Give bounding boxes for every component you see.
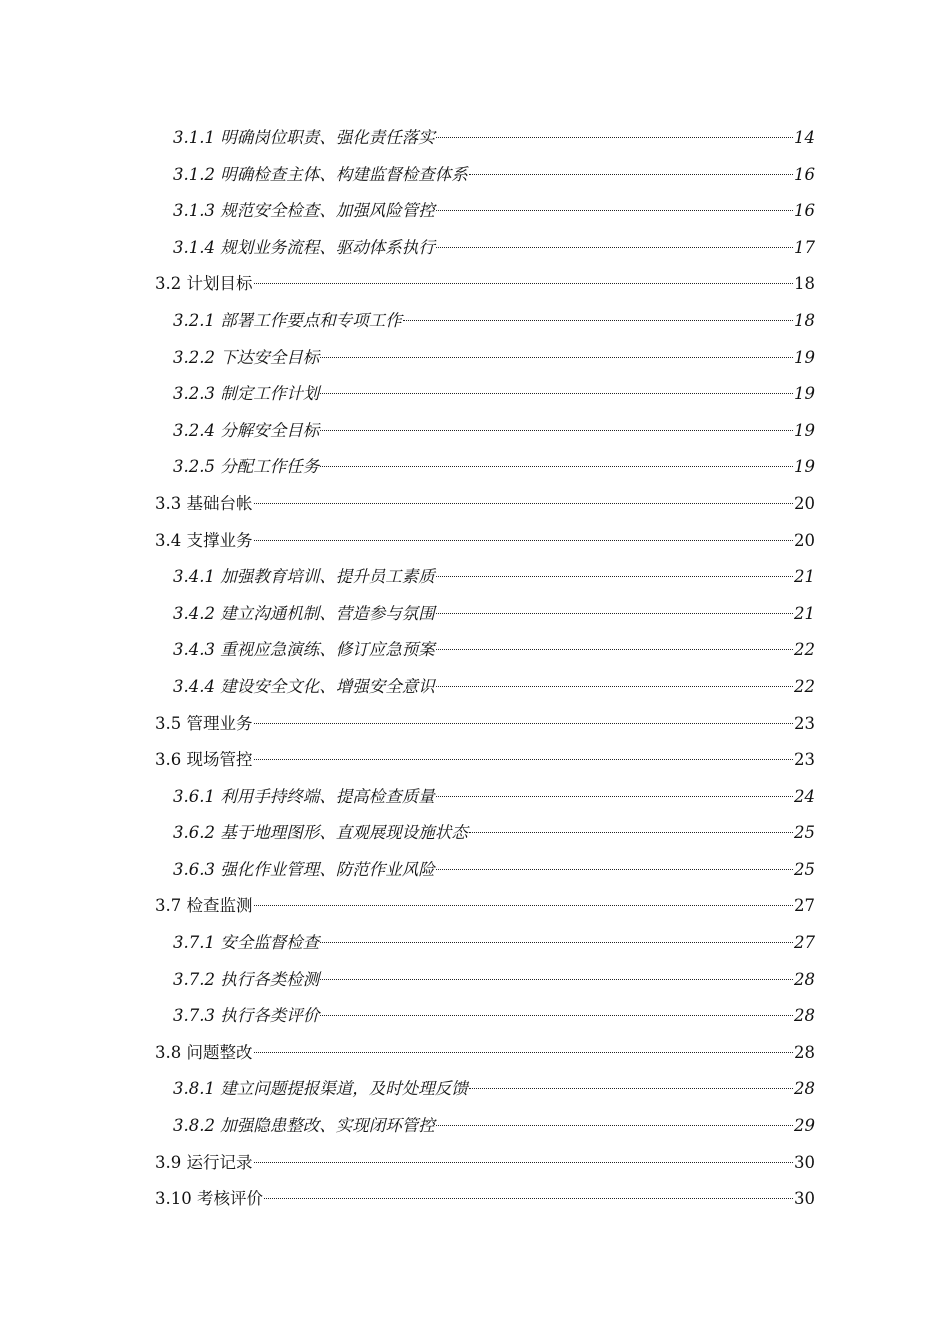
toc-entry-title: 3.2.2 下达安全目标 <box>173 347 320 367</box>
toc-entry[interactable] <box>155 1145 815 1182</box>
toc-entry[interactable] <box>155 120 815 157</box>
toc-dot-leader <box>320 979 793 980</box>
toc-entry-page: 28 <box>794 1079 815 1099</box>
toc-dot-leader <box>320 357 793 358</box>
toc-dot-leader <box>320 1015 793 1016</box>
toc-entry-page: 21 <box>794 603 815 623</box>
toc-entry-title: 3.7.1 安全监督检查 <box>173 933 320 953</box>
toc-entry-title: 3.7 检查监测 <box>155 896 253 916</box>
toc-entry-page: 25 <box>794 823 815 843</box>
toc-entry-title: 3.1.2 明确检查主体、构建监督检查体系 <box>173 164 468 184</box>
toc-dot-leader <box>320 393 793 394</box>
toc-entry-title: 3.8 问题整改 <box>155 1042 253 1062</box>
toc-entry-title: 3.2.5 分配工作任务 <box>173 457 320 477</box>
toc-entry-page: 24 <box>794 786 815 806</box>
toc-entry-page: 21 <box>794 567 815 587</box>
toc-entry[interactable] <box>155 962 815 999</box>
toc-entry-title: 3.4.2 建立沟通机制、营造参与氛围 <box>173 603 435 623</box>
toc-entry[interactable] <box>155 266 815 303</box>
toc-entry[interactable] <box>155 888 815 925</box>
toc-entry-title: 3.8.1 建立问题提报渠道，及时处理反馈 <box>173 1079 468 1099</box>
toc-entry-title: 3.2.1 部署工作要点和专项工作 <box>173 310 402 330</box>
toc-entry[interactable] <box>155 413 815 450</box>
toc-entry[interactable] <box>155 157 815 194</box>
toc-entry[interactable] <box>155 376 815 413</box>
toc-entry-title: 3.10 考核评价 <box>155 1189 263 1209</box>
toc-entry-page: 25 <box>794 859 815 879</box>
toc-dot-leader <box>436 576 793 577</box>
toc-entry[interactable] <box>155 815 815 852</box>
toc-entry-title: 3.6 现场管控 <box>155 750 253 770</box>
toc-entry[interactable] <box>155 193 815 230</box>
toc-dot-leader <box>254 1162 794 1163</box>
toc-dot-leader <box>254 283 794 284</box>
toc-dot-leader <box>436 796 793 797</box>
toc-entry-title: 3.1.4 规划业务流程、驱动体系执行 <box>173 237 435 257</box>
toc-entry-page: 19 <box>794 347 815 367</box>
toc-entry-page: 28 <box>794 1042 815 1062</box>
toc-entry-page: 30 <box>794 1189 815 1209</box>
toc-entry-title: 3.1.1 明确岗位职责、强化责任落实 <box>173 128 435 147</box>
toc-dot-leader <box>254 503 794 504</box>
toc-dot-leader <box>469 832 793 833</box>
toc-entry[interactable] <box>155 449 815 486</box>
toc-entry[interactable] <box>155 742 815 779</box>
toc-dot-leader <box>436 613 793 614</box>
toc-entry-title: 3.9 运行记录 <box>155 1152 253 1172</box>
toc-entry-title: 3.4.4 建设安全文化、增强安全意识 <box>173 676 435 696</box>
toc-dot-leader <box>403 320 793 321</box>
toc-entry-title: 3.3 基础台帐 <box>155 493 253 513</box>
toc-entry-title: 3.2.4 分解安全目标 <box>173 420 320 440</box>
toc-entry-page: 28 <box>794 1006 815 1026</box>
toc-entry-page: 20 <box>794 493 815 513</box>
toc-entry-title: 3.7.3 执行各类评价 <box>173 1006 320 1026</box>
toc-entry[interactable] <box>155 230 815 267</box>
toc-dot-leader <box>436 686 793 687</box>
toc-dot-leader <box>469 174 793 175</box>
toc-entry[interactable] <box>155 779 815 816</box>
toc-entry-page: 27 <box>794 896 815 916</box>
toc-entry-page: 22 <box>794 676 815 696</box>
toc-entry-page: 19 <box>794 457 815 477</box>
toc-entry-page: 18 <box>794 310 815 330</box>
toc-entry-page: 27 <box>794 933 815 953</box>
toc-entry-title: 3.2.3 制定工作计划 <box>173 384 320 404</box>
toc-dot-leader <box>436 137 793 138</box>
toc-entry-title: 3.8.2 加强隐患整改、实现闭环管控 <box>173 1116 435 1136</box>
toc-entry-page: 19 <box>794 420 815 440</box>
toc-dot-leader <box>254 723 794 724</box>
toc-entry-page: 22 <box>794 640 815 660</box>
toc-entry-page: 17 <box>794 237 815 257</box>
toc-dot-leader <box>469 1088 793 1089</box>
toc-dot-leader <box>436 247 793 248</box>
toc-entry-title: 3.6.2 基于地理图形、直观展现设施状态 <box>173 823 468 843</box>
toc-entry[interactable] <box>155 998 815 1035</box>
toc-dot-leader <box>254 759 794 760</box>
toc-entry[interactable] <box>155 596 815 633</box>
toc-entry-page: 28 <box>794 969 815 989</box>
toc-entry[interactable] <box>155 486 815 523</box>
toc-entry-title: 3.2 计划目标 <box>155 274 253 294</box>
toc-entry-title: 3.1.3 规范安全检查、加强风险管控 <box>173 201 435 221</box>
toc-entry-page: 30 <box>794 1152 815 1172</box>
toc-entry-page: 23 <box>794 750 815 770</box>
toc-entry-page: 18 <box>794 274 815 294</box>
toc-dot-leader <box>320 430 793 431</box>
toc-entry-page: 19 <box>794 384 815 404</box>
toc-dot-leader <box>436 869 793 870</box>
toc-dot-leader <box>264 1198 793 1199</box>
toc-entry-title: 3.6.3 强化作业管理、防范作业风险 <box>173 859 435 879</box>
toc-dot-leader <box>254 905 794 906</box>
toc-entry-page: 14 <box>794 128 815 147</box>
toc-entry-page: 29 <box>794 1116 815 1136</box>
toc-entry[interactable] <box>155 1071 815 1108</box>
toc-entry-title: 3.6.1 利用手持终端、提高检查质量 <box>173 786 435 806</box>
toc-dot-leader <box>436 649 793 650</box>
toc-entry[interactable] <box>155 340 815 377</box>
table-of-contents <box>155 120 815 1218</box>
toc-entry-page: 16 <box>794 164 815 184</box>
toc-entry[interactable] <box>155 632 815 669</box>
toc-dot-leader <box>320 942 793 943</box>
toc-entry-page: 16 <box>794 201 815 221</box>
toc-entry-title: 3.4 支撑业务 <box>155 530 253 550</box>
toc-entry-page: 20 <box>794 530 815 550</box>
toc-entry-title: 3.4.1 加强教育培训、提升员工素质 <box>173 567 435 587</box>
toc-entry-title: 3.4.3 重视应急演练、修订应急预案 <box>173 640 435 660</box>
toc-entry[interactable] <box>155 706 815 743</box>
toc-entry[interactable] <box>155 669 815 706</box>
toc-entry-title: 3.5 管理业务 <box>155 713 253 733</box>
toc-entry[interactable] <box>155 1035 815 1072</box>
toc-entry[interactable] <box>155 852 815 889</box>
toc-entry-title: 3.7.2 执行各类检测 <box>173 969 320 989</box>
toc-entry[interactable] <box>155 925 815 962</box>
toc-entry[interactable] <box>155 559 815 596</box>
toc-dot-leader <box>254 1052 794 1053</box>
toc-entry[interactable] <box>155 1181 815 1218</box>
toc-entry[interactable] <box>155 1108 815 1145</box>
toc-entry[interactable] <box>155 523 815 560</box>
toc-dot-leader <box>254 540 794 541</box>
toc-entry-page: 23 <box>794 713 815 733</box>
toc-dot-leader <box>320 466 793 467</box>
toc-dot-leader <box>436 1125 793 1126</box>
toc-entry[interactable] <box>155 303 815 340</box>
toc-dot-leader <box>436 210 793 211</box>
